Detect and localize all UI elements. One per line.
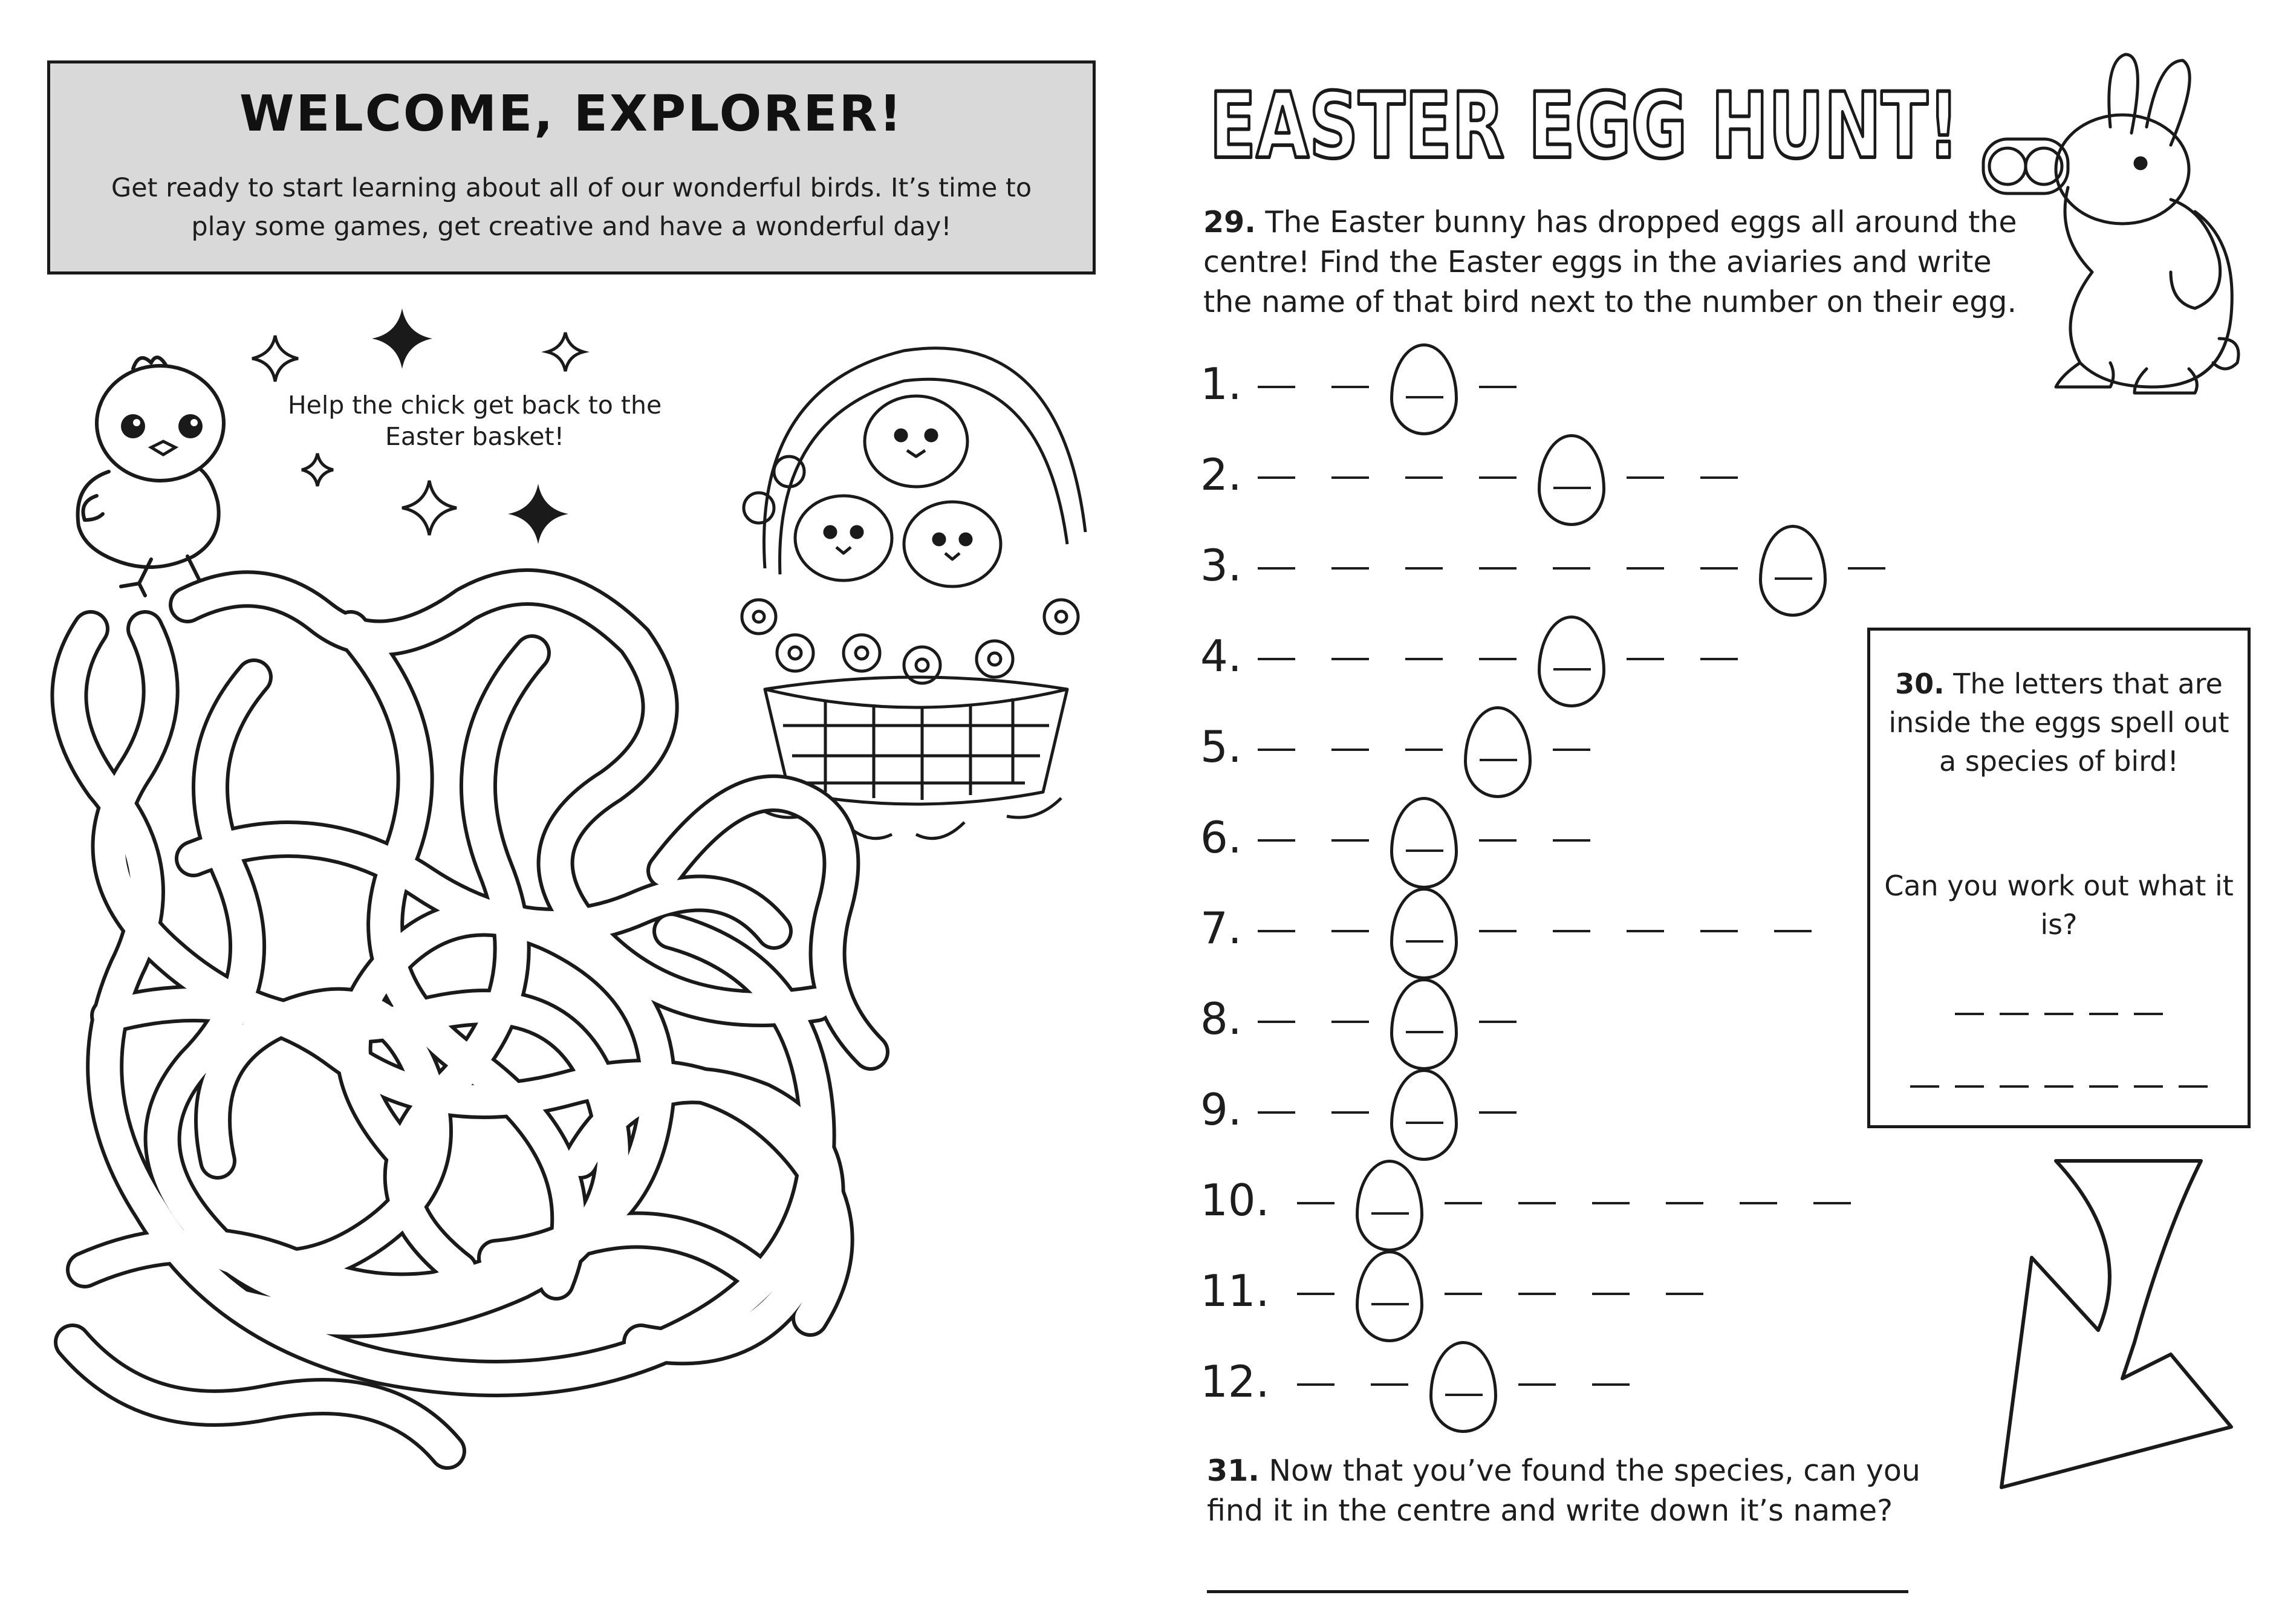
answer-row — [1200, 1348, 1926, 1415]
letter-blank[interactable] — [1445, 1394, 1483, 1396]
letter-blank[interactable] — [1627, 930, 1664, 932]
letter-blank[interactable] — [1258, 386, 1295, 388]
letter-blank[interactable] — [1258, 749, 1295, 751]
letter-blank[interactable] — [1405, 567, 1443, 570]
letter-blank[interactable] — [1406, 396, 1443, 398]
species-letter-blank[interactable] — [2000, 1085, 2029, 1088]
letter-blank[interactable] — [1700, 476, 1738, 479]
letter-blank[interactable] — [1518, 1202, 1556, 1204]
letter-blank[interactable] — [1405, 749, 1443, 751]
answer-row-number: 9. — [1200, 1084, 1242, 1135]
letter-blank[interactable] — [1553, 930, 1590, 932]
answer-row-number: 4. — [1200, 631, 1242, 681]
letter-blank[interactable] — [1445, 1202, 1482, 1204]
letter-blank[interactable] — [1297, 1383, 1335, 1386]
letter-blank[interactable] — [1331, 476, 1369, 479]
letter-blank[interactable] — [1592, 1293, 1630, 1295]
question-30-prompt: Can you work out what it is? — [1884, 869, 2234, 941]
egg-letter-slot[interactable] — [1464, 706, 1532, 798]
letter-blank[interactable] — [1405, 476, 1443, 479]
letter-blank[interactable] — [1627, 658, 1664, 660]
answer-row — [1200, 1076, 1926, 1143]
letter-blank[interactable] — [1331, 930, 1369, 932]
letter-blank[interactable] — [1553, 567, 1590, 570]
letter-blank[interactable] — [1297, 1293, 1335, 1295]
question-30-number: 30. — [1895, 667, 1945, 700]
letter-blank[interactable] — [1258, 658, 1295, 660]
answer-row-number: 8. — [1200, 993, 1242, 1044]
letter-blank[interactable] — [1479, 567, 1517, 570]
answer-row-number: 11. — [1200, 1265, 1270, 1316]
letter-blank[interactable] — [1331, 749, 1369, 751]
answer-row — [1200, 804, 1926, 871]
answer-row — [1200, 1167, 1926, 1233]
letter-blank[interactable] — [1258, 1111, 1295, 1114]
letter-blank[interactable] — [1331, 386, 1369, 388]
welcome-title: WELCOME, EXPLORER! — [239, 85, 903, 143]
answer-row — [1200, 623, 1926, 689]
letter-blank[interactable] — [1774, 930, 1812, 932]
letter-blank[interactable] — [1848, 567, 1885, 570]
hunt-title: EASTER EGG HUNT! — [1209, 74, 1959, 179]
letter-blank[interactable] — [1592, 1383, 1630, 1386]
letter-blank[interactable] — [1331, 839, 1369, 842]
answer-row-number: 12. — [1200, 1356, 1270, 1407]
species-letter-blank[interactable] — [2000, 1013, 2029, 1015]
question-30-box — [1867, 628, 2251, 1128]
letter-blank[interactable] — [1480, 759, 1517, 761]
answer-row — [1200, 713, 1926, 780]
species-letter-blank[interactable] — [2089, 1085, 2118, 1088]
letter-blank[interactable] — [1479, 1021, 1517, 1023]
letter-blank[interactable] — [1479, 930, 1517, 932]
species-letter-blank[interactable] — [2134, 1013, 2163, 1015]
hunt-title-graphic — [1203, 73, 1965, 181]
question-31 — [1207, 1451, 1933, 1531]
answer-row — [1200, 351, 1926, 417]
question-29-text: The Easter bunny has dropped eggs all around the centre! Find the Easter eggs in the aviaries and write the name of that bird next to the number on their egg. — [1203, 205, 2017, 319]
letter-blank[interactable] — [1553, 839, 1590, 842]
letter-blank[interactable] — [1331, 658, 1369, 660]
letter-blank[interactable] — [1553, 668, 1591, 671]
species-letter-blank[interactable] — [1955, 1085, 1984, 1088]
letter-blank[interactable] — [1297, 1202, 1335, 1204]
letter-blank[interactable] — [1700, 658, 1738, 660]
question-29-number: 29. — [1203, 205, 1256, 239]
letter-blank[interactable] — [1331, 1111, 1369, 1114]
letter-blank[interactable] — [1258, 1021, 1295, 1023]
maze-instruction: Help the chick get back to the Easter basket! — [287, 391, 662, 451]
egg-letter-slot[interactable] — [1390, 343, 1458, 435]
species-letter-blank[interactable] — [2044, 1013, 2073, 1015]
letter-blank[interactable] — [1331, 1021, 1369, 1023]
species-letter-blank[interactable] — [2179, 1085, 2208, 1088]
curved-arrow-icon — [1959, 1149, 2249, 1499]
answer-row — [1200, 441, 1926, 508]
letter-blank[interactable] — [1813, 1202, 1851, 1204]
letter-blank[interactable] — [1258, 476, 1295, 479]
egg-letter-slot[interactable] — [1538, 434, 1605, 526]
question-29 — [1203, 203, 2038, 322]
answer-row-number: 1. — [1200, 359, 1242, 409]
letter-blank[interactable] — [1406, 940, 1443, 943]
egg-letter-slot[interactable] — [1390, 978, 1458, 1070]
question-31-text: Now that you’ve found the species, can you find it in the centre and write down it’s name? — [1207, 1453, 1920, 1528]
answer-row — [1200, 532, 1926, 599]
egg-letter-slot[interactable] — [1390, 797, 1458, 889]
letter-blank[interactable] — [1258, 567, 1295, 570]
answer-row-number: 2. — [1200, 449, 1242, 500]
letter-blank[interactable] — [1445, 1293, 1482, 1295]
letter-blank[interactable] — [1479, 1111, 1517, 1114]
egg-letter-slot[interactable] — [1759, 525, 1827, 617]
species-letter-blank[interactable] — [2134, 1085, 2163, 1088]
letter-blank[interactable] — [1666, 1293, 1703, 1295]
letter-blank[interactable] — [1553, 487, 1591, 489]
letter-blank[interactable] — [1405, 658, 1443, 660]
letter-blank[interactable] — [1479, 658, 1517, 660]
egg-letter-slot[interactable] — [1356, 1250, 1423, 1342]
maze — [36, 556, 967, 1512]
answer-row — [1200, 895, 1926, 961]
letter-blank[interactable] — [1479, 476, 1517, 479]
letter-blank[interactable] — [1700, 567, 1738, 570]
answer-row-number: 3. — [1200, 540, 1242, 591]
letter-blank[interactable] — [1666, 1202, 1703, 1204]
welcome-panel — [47, 60, 1096, 274]
egg-letter-slot[interactable] — [1390, 1069, 1458, 1161]
letter-blank[interactable] — [1258, 930, 1295, 932]
egg-letter-slot[interactable] — [1538, 615, 1605, 707]
question-30-text: The letters that are inside the eggs spell out a species of bird! — [1888, 667, 2229, 778]
letter-blank[interactable] — [1627, 476, 1664, 479]
question-30 — [1882, 664, 2235, 781]
letter-blank[interactable] — [1371, 1212, 1409, 1215]
letter-blank[interactable] — [1479, 386, 1517, 388]
letter-blank[interactable] — [1406, 1031, 1443, 1033]
letter-blank[interactable] — [1406, 1122, 1443, 1124]
answer-row — [1200, 986, 1926, 1052]
question-31-answer-line[interactable] — [1207, 1590, 1908, 1593]
letter-blank[interactable] — [1371, 1383, 1408, 1386]
letter-blank[interactable] — [1592, 1202, 1630, 1204]
egg-letter-slot[interactable] — [1390, 888, 1458, 979]
answer-row — [1200, 1258, 1926, 1324]
letter-blank[interactable] — [1406, 849, 1443, 852]
letter-blank[interactable] — [1518, 1383, 1556, 1386]
letter-blank[interactable] — [1331, 567, 1369, 570]
letter-blank[interactable] — [1479, 839, 1517, 842]
letter-blank[interactable] — [1627, 567, 1664, 570]
answer-row-number: 6. — [1200, 812, 1242, 863]
egg-letter-slot[interactable] — [1429, 1341, 1497, 1433]
egg-letter-slot[interactable] — [1356, 1160, 1423, 1252]
answer-row-number: 5. — [1200, 721, 1242, 772]
letter-blank[interactable] — [1258, 839, 1295, 842]
species-letter-blank[interactable] — [2089, 1013, 2118, 1015]
letter-blank[interactable] — [1740, 1202, 1777, 1204]
species-letter-blank[interactable] — [1910, 1085, 1939, 1088]
species-letter-blank[interactable] — [1955, 1013, 1984, 1015]
letter-blank[interactable] — [1518, 1293, 1556, 1295]
letter-blank[interactable] — [1775, 577, 1812, 580]
letter-blank[interactable] — [1371, 1303, 1409, 1305]
welcome-text: Get ready to start learning about all of our wonderful birds. It’s time to play some games, get creative and have a wonderful day! — [111, 173, 1032, 242]
answer-row-number: 10. — [1200, 1175, 1270, 1226]
species-letter-blank[interactable] — [2044, 1085, 2073, 1088]
letter-blank[interactable] — [1700, 930, 1738, 932]
question-31-number: 31. — [1207, 1453, 1260, 1488]
answer-row-number: 7. — [1200, 903, 1242, 953]
letter-blank[interactable] — [1553, 749, 1590, 751]
